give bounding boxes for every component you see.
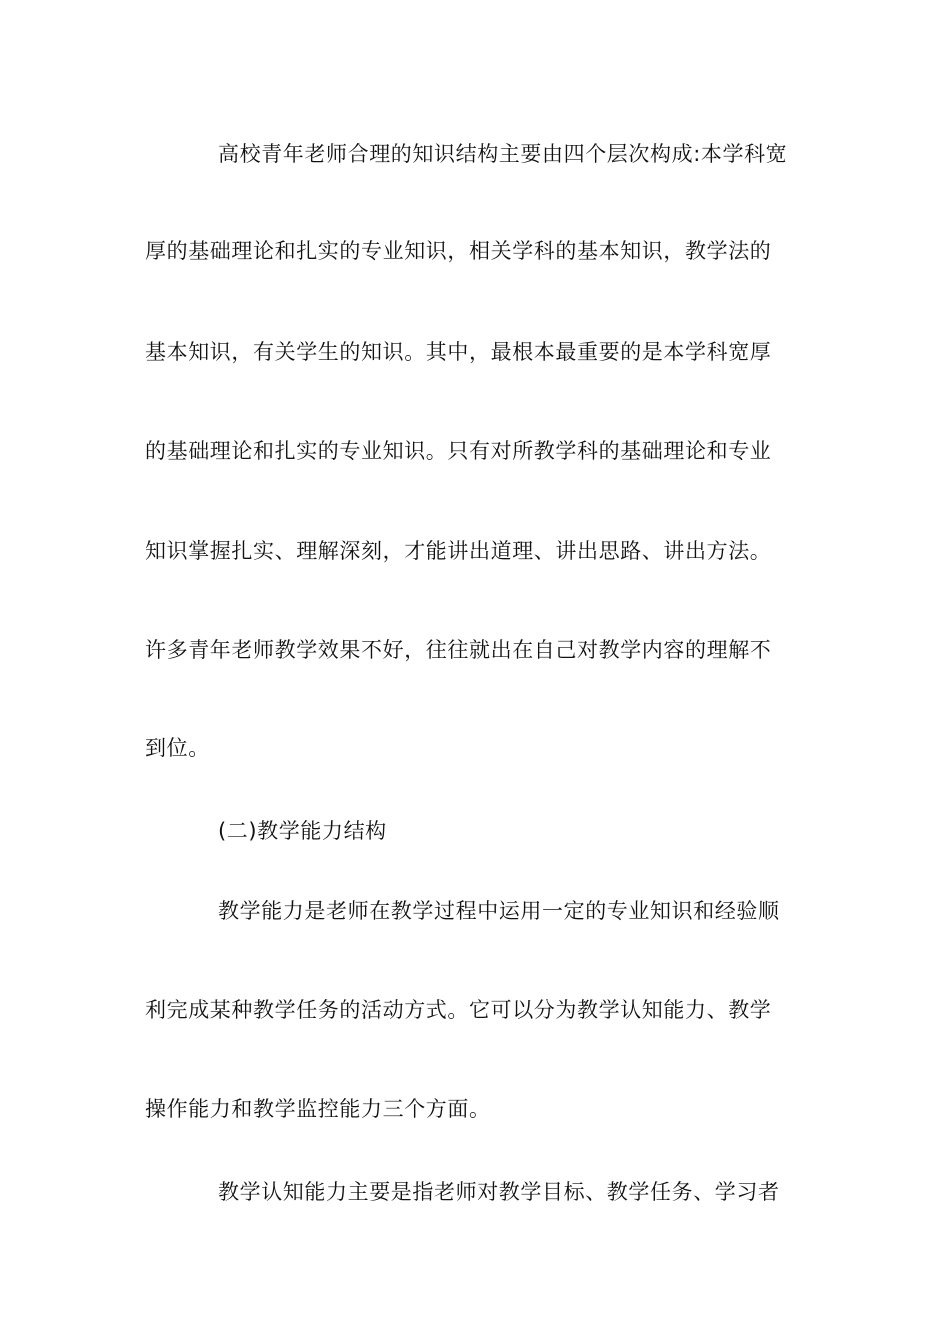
paragraph-2-line-1: 教学能力是老师在教学过程中运用一定的专业知识和经验顺: [218, 899, 780, 923]
paragraph-1-line-5: 知识掌握扎实、理解深刻，才能讲出道理、讲出思路、讲出方法。: [145, 539, 772, 563]
paragraph-3-line-1: 教学认知能力主要是指老师对教学目标、教学任务、学习者: [218, 1180, 780, 1204]
paragraph-1-line-7: 到位。: [145, 736, 210, 760]
paragraph-1-line-1: 高校青年老师合理的知识结构主要由四个层次构成:本学科宽: [218, 142, 788, 166]
paragraph-1-line-4: 的基础理论和扎实的专业知识。只有对所教学科的基础理论和专业: [145, 439, 772, 463]
paragraph-1-line-3: 基本知识，有关学生的知识。其中，最根本最重要的是本学科宽厚: [145, 340, 772, 364]
section-heading: (二)教学能力结构: [218, 819, 387, 843]
paragraph-2-line-3: 操作能力和教学监控能力三个方面。: [145, 1097, 491, 1121]
paragraph-2-line-2: 利完成某种教学任务的活动方式。它可以分为教学认知能力、教学: [145, 998, 772, 1022]
paragraph-1-line-6: 许多青年老师教学效果不好，往往就出在自己对教学内容的理解不: [145, 638, 772, 662]
paragraph-1-line-2: 厚的基础理论和扎实的专业知识，相关学科的基本知识，教学法的: [145, 239, 772, 263]
